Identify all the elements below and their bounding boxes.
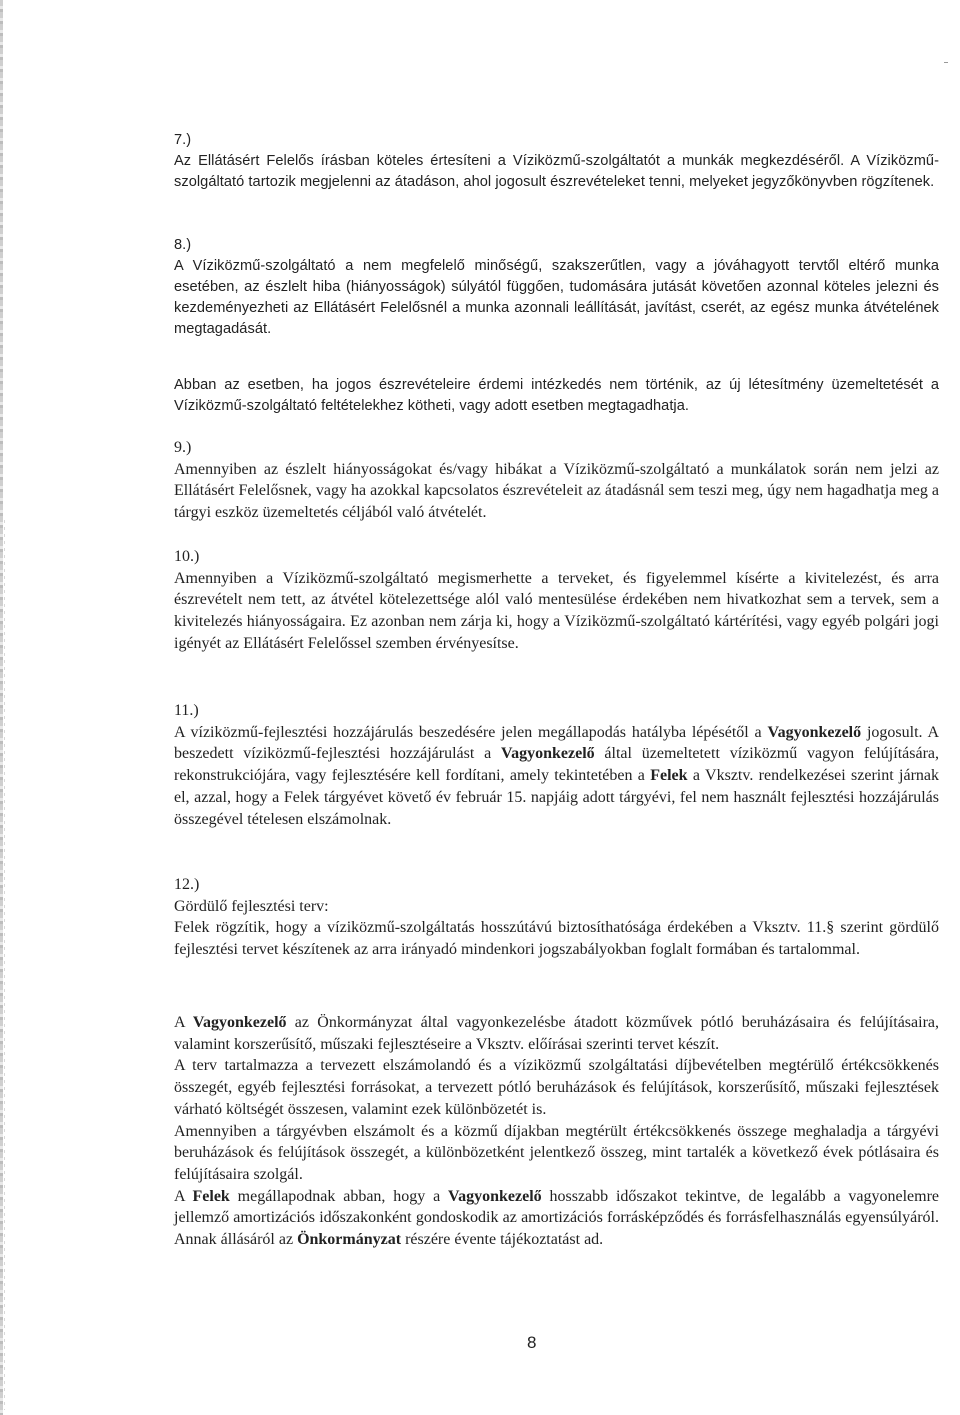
section-text: Amennyiben a Víziközmű-szolgáltató megismerhette a terveket, és figyelemmel kísérte a kivitelezést, és arra észrevételt nem tett, az átvétel kötelezettsége alól való mentesülése érdekében nem hivatkozhat sem a tervek, sem a kivitelezés hiányosságaira. Ez azonban nem zárja ki, hogy a Víziközmű-szolgáltató kártérítési, vagy egyéb polgári jogi igényét az Ellátásért Felelőssel szemben érvényesítse. [174,569,939,652]
bold-term: Vagyonkezelő [192,1014,287,1031]
text-run: hosszabb időszakot tekintve, de legalább a vagyonelemre jellemző amortizációs időszakonként gondoskodik az amortizációs forrásképződés és forrásfelhasználás egyensúlyáról. Annak állásáról az [174,1187,939,1249]
text-run: részére évente tájékoztatást ad. [401,1231,604,1249]
bold-term: Vagyonkezelő [767,723,862,741]
section-number: 9.) [174,439,192,456]
section-11 [174,700,939,830]
paragraph-felek [174,1186,939,1251]
text-run: az Önkormányzat által vagyonkezelésbe átadott közművek pótló beruházásaira és felújításaira, valamint korszerűsítő, műszaki fejlesztéseire a Vksztv. előírásai szerinti tervet készít. [174,1014,939,1053]
section-text: A Víziközmű-szolgáltató a nem megfelelő minőségű, szakszerűtlen, vagy a jóváhagyott tervtől eltérő munka esetében, az észlelt hiba (hiányosságok) súlyától függően, tudomására jutását követően azonnal köteles jelezni és kezdeményezheti az Ellátásért Felelősnél a munka azonnali leállítását, javítást, cserét, az egész munka átvételének megtagadását. [174,258,939,337]
bold-term: Felek [192,1187,230,1205]
paragraph-vagyonkezelo [174,1012,939,1055]
section-number: 12.) [174,876,200,893]
text-run: megállapodnak abban, hogy a [229,1187,449,1205]
section-text [174,722,939,831]
section-12 [174,874,939,961]
section-12-body [174,1012,939,1251]
section-text: Felek rögzítik, hogy a víziközmű-szolgáltatás hosszútávú biztosíthatósága érdekében a Vksztv. 11.§ szerint gördülő fejlesztési tervet készítenek az arra irányadó mindenkori jogszabályokban foglalt formában és tartalommal. [174,919,939,959]
section-8 [174,235,939,340]
text-run: által üzemeltetett víziközmű vagyon felújítására, rekonstrukciójára, vagy fejlesztésére kell fordítani, amely tekintetében a [174,745,939,785]
bold-term: Önkormányzat [297,1231,402,1249]
bold-term: Vagyonkezelő [501,745,595,763]
paragraph-tartalek: Amennyiben a tárgyévben elszámolt és a közmű díjakban megtérült értékcsökkenés összege meghaladja a tárgyévi beruházások és felújítások összegét, a különbözetként jelentkező összeg, mint tartalék a következő évek pótlásaira és felújításaira szolgál. [174,1122,939,1183]
text-run: A [174,1014,193,1031]
section-8-paragraph-2 [174,375,939,417]
section-heading: Gördülő fejlesztési terv: [174,897,329,915]
section-text: Abban az esetben, ha jogos észrevételeire érdemi intézkedés nem történik, az új létesítmény üzemeltetését a Víziközmű-szolgáltató feltételekhez kötheti, vagy adott esetben megtagadhatja. [174,377,939,414]
bold-term: Vagyonkezelő [448,1187,542,1205]
text-run: jogosult. A beszedett víziközmű-fejlesztési hozzájárulást a [174,723,940,763]
section-text: Amennyiben az észlelt hiányosságokat és/vagy hibákat a Víziközmű-szolgáltató a munkálatok során nem jelzi az Ellátásért Felelősnek, vagy ha azokkal kapcsolatos észrevételeit az átadásnál sem teszi meg, úgy nem hagadhatja meg a tárgyi eszköz üzemeltetés céljából való átvételét. [174,460,939,522]
scan-edge [0,0,3,1415]
section-7 [174,130,939,193]
page-number: 8 [527,1333,537,1352]
text-run: a Vksztv. rendelkezései szerint járnak el, azzal, hogy a Felek tárgyévet követő év február 15. napjáig adott tárgyévi, fel nem használt fejlesztési hozzájárulás összegével tételesen elszámolnak. [174,767,940,828]
section-number: 11.) [174,702,199,719]
scan-edge-inner [4,520,5,1410]
section-text: Az Ellátásért Felelős írásban köteles értesíteni a Víziközmű-szolgáltatót a munkák megkezdéséről. A Víziközmű-szolgáltató tartozik megjelenni az átadáson, ahol jogosult észrevételeket tenni, melyeket jegyzőkönyvben rögzítenek. [174,153,939,190]
text-run: A [174,1187,193,1205]
section-number: 10.) [174,548,200,565]
section-10 [174,546,939,655]
section-9 [174,437,939,524]
paragraph-terv: A terv tartalmazza a tervezett elszámolandó és a víziközmű szolgáltatási díjbevételben megtérülő értékcsökkenés összegét, egyéb fejlesztési forrásokat, a tervezett pótló beruházások és felújítások, korszerűsítő, műszaki fejlesztések várható költségét összesen, valamint ezek különbözetét is. [174,1057,939,1118]
section-number: 8.) [174,237,192,253]
bold-term: Felek [650,767,688,785]
section-number: 7.) [174,132,192,148]
text-run: A víziközmű-fejlesztési hozzájárulás beszedésére jelen megállapodás hatályba lépésétől a [174,723,768,741]
scan-mark [944,62,948,63]
